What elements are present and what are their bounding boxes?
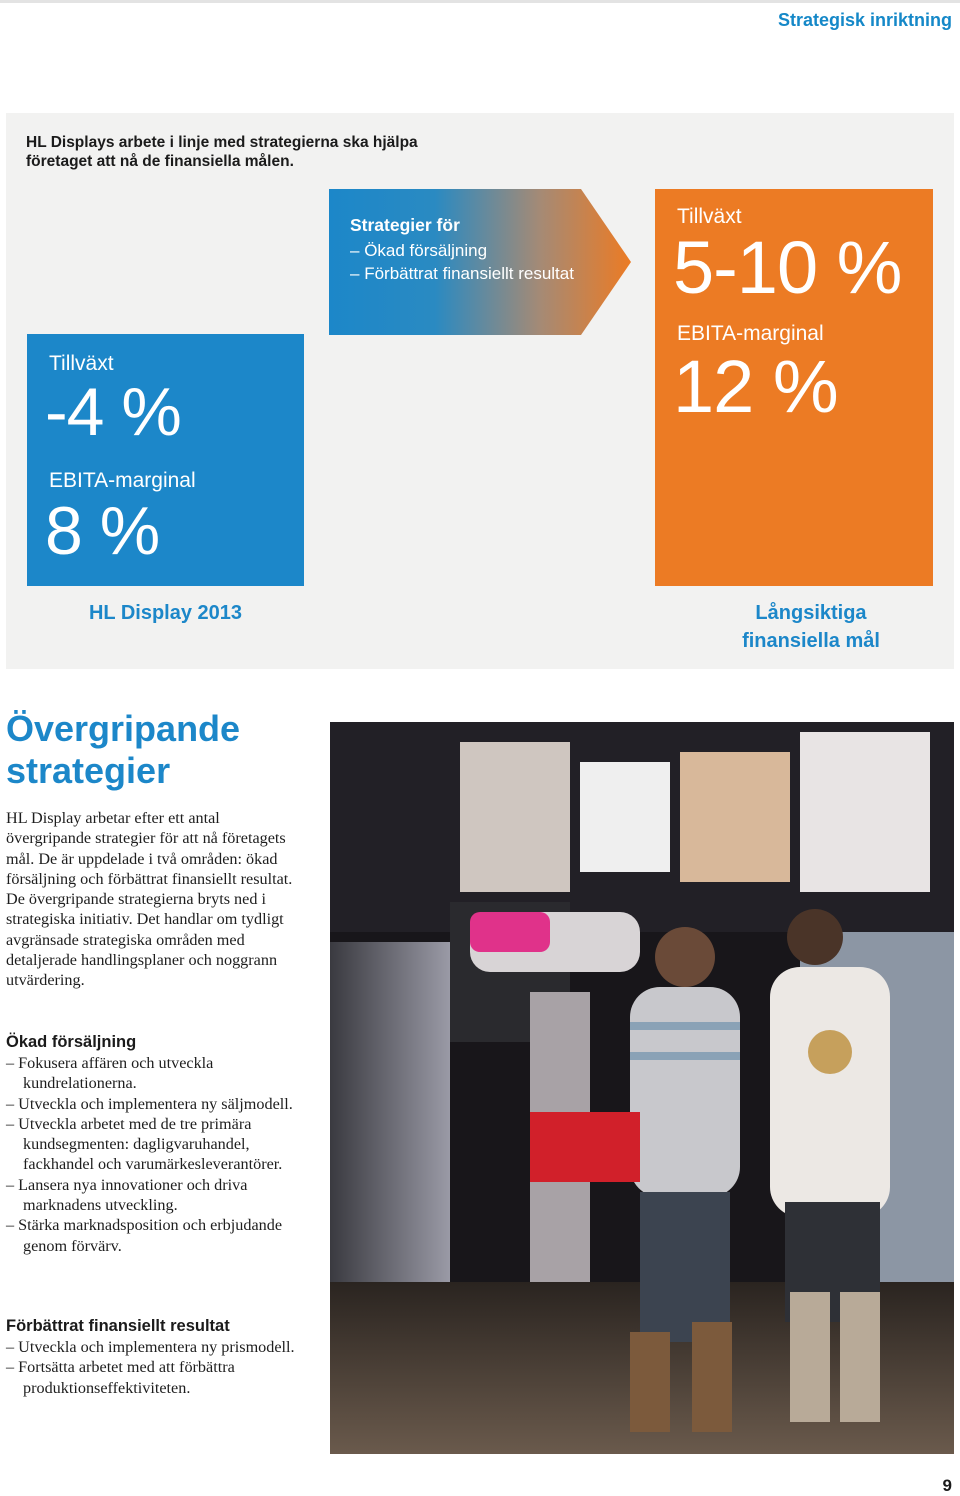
strategy-text bbox=[350, 214, 590, 285]
target-growth-label: Tillväxt bbox=[677, 205, 742, 228]
panel-intro: HL Displays arbete i linje med strategierna ska hjälpa företaget att nå de finansiella målen. bbox=[26, 134, 418, 170]
current-margin-value: 8 % bbox=[45, 493, 160, 569]
strategy-item: – Ökad försäljning bbox=[350, 241, 488, 260]
page-number: 9 bbox=[942, 1476, 952, 1495]
list-item: – Utveckla och implementera ny säljmodell. bbox=[6, 1094, 293, 1113]
current-caption: HL Display 2013 bbox=[88, 602, 243, 624]
strategy-item: – Förbättrat finansiellt resultat bbox=[350, 264, 574, 283]
current-growth-label: Tillväxt bbox=[49, 352, 114, 375]
current-growth-value: -4 % bbox=[45, 374, 181, 450]
sales-heading: Ökad försäljning bbox=[6, 1033, 137, 1051]
section-title: Strategisk inriktning bbox=[777, 10, 952, 30]
target-figures-box bbox=[655, 189, 933, 586]
list-item: – Lansera nya innovationer och driva marknadens utveckling. bbox=[6, 1175, 248, 1215]
current-figures-box bbox=[27, 334, 304, 586]
target-margin-value: 12 % bbox=[673, 345, 838, 428]
article-body: HL Display arbetar efter ett antal övergripande strategier för att nå företagets mål. De är uppdelade i två områden: ökad försäljning och förbättrat finansiellt resultat. De övergripande strategierna bryts ned i strategiska initiativ. Det handlar om tydligt avgränsade strategiska områden med detaljerade handlingsplaner och noggrann utvärdering. bbox=[6, 809, 293, 990]
target-caption: Långsiktiga finansiella mål bbox=[742, 602, 880, 652]
financial-list bbox=[6, 1337, 306, 1398]
target-margin-label: EBITA-marginal bbox=[677, 322, 824, 345]
list-item: – Utveckla arbetet med de tre primära kundsegmenten: dagligvaruhandel, fackhandel och varumärkesleverantörer. bbox=[6, 1114, 283, 1174]
list-item: – Utveckla och implementera ny prismodell. bbox=[6, 1338, 295, 1356]
list-item: – Fokusera affären och utveckla kundrelationerna. bbox=[6, 1054, 214, 1093]
sales-list bbox=[6, 1053, 306, 1256]
store-photo bbox=[330, 722, 954, 1454]
strategy-panel bbox=[6, 113, 954, 669]
target-growth-value: 5-10 % bbox=[673, 226, 902, 309]
list-item: – Stärka marknadsposition och erbjudande genom förvärv. bbox=[6, 1216, 283, 1255]
current-margin-label: EBITA-marginal bbox=[49, 469, 196, 492]
strategy-heading: Strategier för bbox=[350, 215, 460, 235]
article-title: Övergripande strategier bbox=[6, 708, 241, 791]
financial-heading: Förbättrat finansiellt resultat bbox=[6, 1317, 230, 1335]
list-item: – Fortsätta arbetet med att förbättra produktionseffektiviteten. bbox=[6, 1358, 235, 1397]
header-rule bbox=[0, 0, 960, 3]
